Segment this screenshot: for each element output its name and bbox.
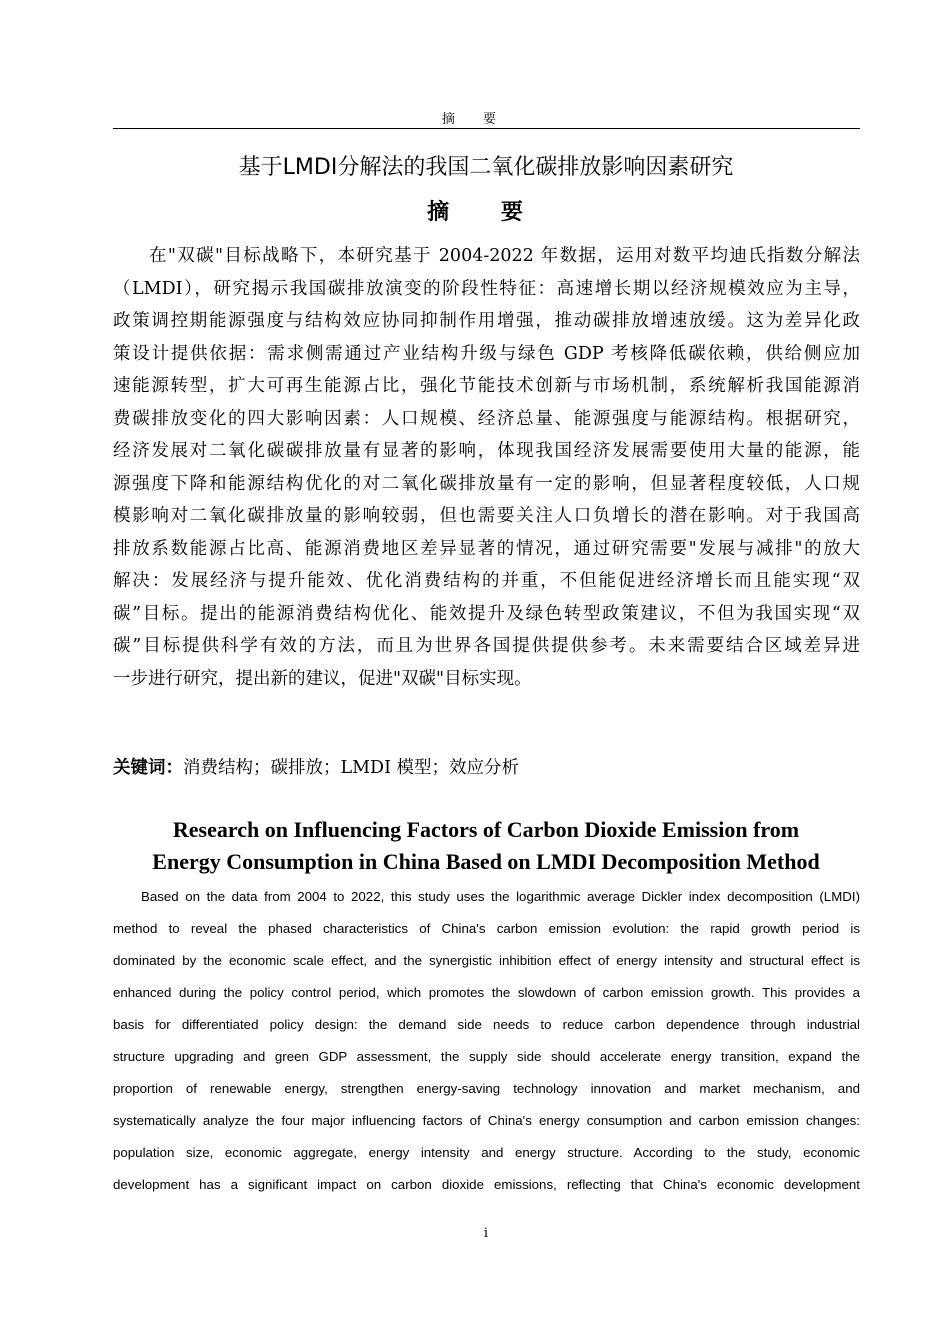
abstract-line: 经济发展对二氧化碳碳排放量有显著的影响，体现我国经济发展需要使用大量的能源，能: [113, 441, 860, 461]
running-header: 摘 要: [441, 112, 509, 127]
keywords-label: 关键词：: [113, 758, 183, 778]
page-number: i: [483, 1226, 489, 1241]
abstract-line: 速能源转型，扩大可再生能源占比，强化节能技术创新与市场机制，系统解析我国能源消: [113, 376, 860, 396]
abstract-line: 解决：发展经济与提升能效、优化消费结构的并重，不但能促进经济增长而且能实现“双: [113, 571, 860, 591]
abstract-line: basis for differentiated policy design: the demand side needs to reduce carbon dependence through industrial: [113, 1017, 860, 1032]
abstract-line: dominated by the economic scale effect, and the synergistic inhibition effect of energy intensity and structural effect is: [113, 953, 860, 968]
abstract-line: proportion of renewable energy, strengthen energy-saving technology innovation and market mechanism, and: [113, 1081, 860, 1096]
english-title-line: Research on Influencing Factors of Carbon Dioxide Emission from: [172, 817, 800, 842]
abstract-line: population size, economic aggregate, energy intensity and energy structure. According to the study, economic: [113, 1145, 860, 1160]
abstract-line: 排放系数能源占比高、能源消费地区差异显著的情况，通过研究需要"发展与减排"的放大: [113, 538, 860, 559]
abstract-heading: 摘 要: [427, 200, 545, 225]
abstract-line: 模影响对二氧化碳排放量的影响较弱，但也需要关注人口负增长的潜在影响。对于我国高: [113, 506, 860, 526]
english-title: [0, 814, 950, 878]
keywords: [113, 754, 519, 779]
abstract-line: enhanced during the policy control period, which promotes the slowdown of carbon emission growth. This provides a: [113, 985, 860, 1000]
abstract-line: 源强度下降和能源结构优化的对二氧化碳排放量有一定的影响，但显著程度较低，人口规: [113, 473, 860, 494]
keywords-text: 消费结构；碳排放；LMDI 模型；效应分析: [183, 758, 520, 778]
abstract-line: 碳”目标。提出的能源消费结构优化、能效提升及绿色转型政策建议，不但为我国实现“双: [113, 603, 860, 624]
abstract-line: method to reveal the phased characteristics of China's carbon emission evolution: the rapid growth period is: [113, 921, 860, 936]
abstract-line: 碳”目标提供科学有效的方法，而且为世界各国提供提供参考。未来需要结合区域差异进: [113, 636, 860, 656]
abstract-line: 在"双碳"目标战略下，本研究基于 2004-2022 年数据，运用对数平均迪氏指数分解法: [149, 246, 860, 266]
abstract-english: [113, 881, 860, 1201]
abstract-line: 政策调控期能源强度与结构效应协同抑制作用增强，推动碳排放增速放缓。这为差异化政: [113, 311, 860, 331]
abstract-line: 策设计提供依据：需求侧需通过产业结构升级与绿色 GDP 考核降低碳依赖，供给侧应加: [113, 343, 860, 364]
abstract-line: （LMDI），研究揭示我国碳排放演变的阶段性特征：高速增长期以经济规模效应为主导，: [113, 278, 860, 299]
abstract-line: structure upgrading and green GDP assessment, the supply side should accelerate energy transition, expand the: [113, 1049, 860, 1064]
abstract-line: Based on the data from 2004 to 2022, this study uses the logarithmic average Dickler index decomposition (LMDI): [141, 889, 860, 904]
abstract-line: 费碳排放变化的四大影响因素：人口规模、经济总量、能源强度与能源结构。根据研究，: [113, 408, 860, 429]
header-rule: [113, 128, 860, 129]
abstract-chinese: [113, 240, 860, 695]
abstract-line: 一步进行研究，提出新的建议，促进"双碳"目标实现。: [113, 668, 532, 689]
abstract-line: development has a significant impact on carbon dioxide emissions, reflecting that China's economic development: [113, 1177, 860, 1192]
page-title: 基于LMDI分解法的我国二氧化碳排放影响因素研究: [238, 155, 734, 180]
english-title-line: Energy Consumption in China Based on LMDI Decomposition Method: [152, 849, 820, 874]
abstract-line: systematically analyze the four major influencing factors of China's energy consumption and carbon emission changes:: [113, 1113, 860, 1128]
